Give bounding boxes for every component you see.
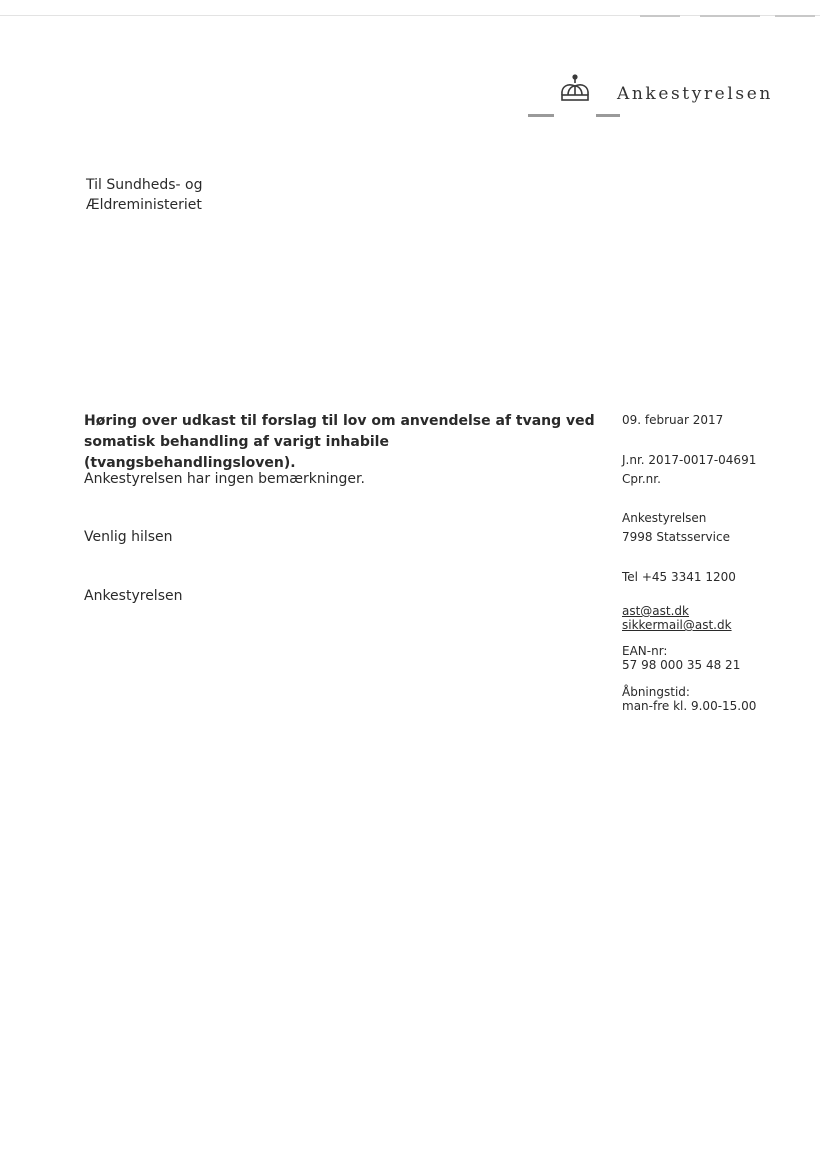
secure-email-link[interactable]: sikkermail@ast.dk bbox=[622, 618, 732, 632]
sender-phone: Tel +45 3341 1200 bbox=[622, 570, 736, 584]
cpr-number: Cpr.nr. bbox=[622, 472, 661, 486]
sender-org: Ankestyrelsen bbox=[622, 511, 707, 525]
scan-mark bbox=[775, 15, 815, 17]
letter-signature: Ankestyrelsen bbox=[84, 588, 183, 604]
letter-body: Ankestyrelsen har ingen bemærkninger. bbox=[84, 471, 365, 487]
letter-subject: Høring over udkast til forslag til lov om anvendelse af tvang ved somatisk behandling af varigt inhabile (tvangsbehandlingsloven). bbox=[84, 413, 595, 471]
scan-mark bbox=[700, 15, 760, 17]
ean-label: EAN-nr: bbox=[622, 644, 668, 658]
journal-number: J.nr. 2017-0017-04691 bbox=[622, 453, 757, 467]
org-logo-text: Ankestyrelsen bbox=[617, 84, 773, 104]
recipient-block bbox=[86, 175, 203, 215]
scan-mark bbox=[640, 15, 680, 17]
logo-underline bbox=[528, 114, 554, 117]
sender-address: 7998 Statsservice bbox=[622, 530, 730, 544]
logo-underline bbox=[596, 114, 620, 117]
scan-line bbox=[0, 15, 820, 16]
email-link[interactable]: ast@ast.dk bbox=[622, 604, 690, 618]
recipient-line-1: Til Sundheds- og bbox=[86, 177, 203, 193]
letter-closing: Venlig hilsen bbox=[84, 529, 173, 545]
opening-hours-value: man-fre kl. 9.00-15.00 bbox=[622, 699, 757, 713]
opening-hours-label: Åbningstid: bbox=[622, 685, 690, 699]
crown-icon bbox=[558, 74, 592, 104]
letter-date: 09. februar 2017 bbox=[622, 413, 724, 427]
recipient-line-2: Ældreministeriet bbox=[86, 197, 202, 213]
ean-value: 57 98 000 35 48 21 bbox=[622, 658, 741, 672]
